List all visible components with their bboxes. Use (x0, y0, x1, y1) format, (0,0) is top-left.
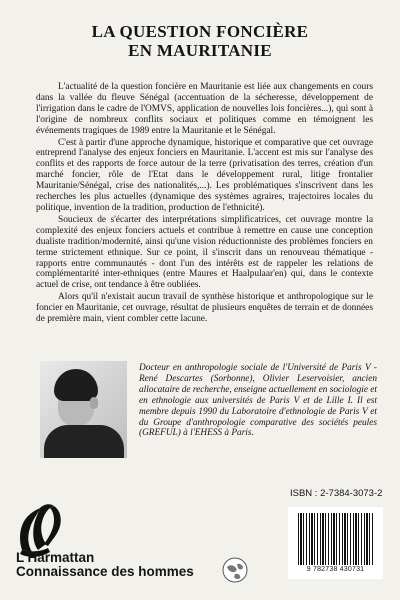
title-line-2: EN MAURITANIE (128, 41, 272, 60)
barcode-number: 9 782738 430731 (306, 566, 365, 573)
summary-paragraph: L'actualité de la question foncière en Mauritanie est liée aux changements en cours dans la vallée du fleuve Sénégal (accentuation de la sécheresse, développement de l'irrigation dans le cadre de l'OMVS, application de nouvelles lois foncières...), qui sont à l'origine de nombreux conflits sociaux et politiques comme en témoignent les événements tragiques de 1989 entre la Mauritanie et le Sénégal. (36, 82, 373, 136)
title-line-1: LA QUESTION FONCIÈRE (91, 22, 309, 41)
summary-paragraph: C'est à partir d'une approche dynamique, historique et comparative que cet ouvrage entreprend l'analyse des enjeux fonciers en Mauritanie. L'accent est mis sur l'analyse des conflits et des rapports de force autour de la terre (privatisation des terres, création d'un marché foncier, rôle de l'Etat dans le développement rural, litige frontalier Mauritanie/Sénégal, crise des nationalités,...). Les problématiques s'inscrivent dans les recherches les plus actuelles (dynamique des systèmes agraires, trajectoires locales du politique, invention de la tradition, production de l'ethnicité). (36, 137, 373, 213)
globe-emblem-icon (220, 555, 250, 585)
summary-text (36, 82, 373, 326)
publisher-name (16, 551, 194, 579)
publisher-line-1: L'Harmattan (16, 550, 95, 565)
barcode-bars (298, 513, 374, 565)
barcode (288, 507, 383, 579)
summary-paragraph: Soucieux de s'écarter des interprétations simplificatrices, cet ouvrage montre la complexité des enjeux fonciers actuels et contribue à remettre en cause une conception dualiste tradition/modernité, ainsi qu'une vision réductionniste des problèmes fonciers en terme strictement ethnique. Sur ce point, il s'inscrit dans un renouveau thématique - rapports entre communautés - dont l'un des intérêts est de rappeler les relations de complémentarité inter-ethniques (entre Maures et Haalpulaar'en) qui, dans le contexte actuel de crise, ont tendance à être oubliées. (36, 214, 373, 291)
author-photo (40, 361, 127, 458)
author-bio: Docteur en anthropologie sociale de l'Université de Paris V - René Descartes (Sorbonne), Olivier Leservoisier, ancien allocataire de recherche, enseigne actuellement en sociologie et en ethnologie aux universités de Paris V et de Lille I. Il est membre depuis 1990 du Laboratoire d'ethnologie de Paris V et du Groupe d'anthropologie comparative des sociétés peules (GREFUL) à l'EHESS à Paris. (139, 363, 378, 439)
book-title (0, 22, 400, 60)
summary-paragraph: Alors qu'il n'existait aucun travail de synthèse historique et anthropologique sur le foncier en Mauritanie, cet ouvrage, résultat de plusieurs enquêtes de terrain et de données de première main, vient combler cette lacune. (36, 292, 373, 325)
isbn-label: ISBN : 2-7384-3073-2 (290, 488, 383, 499)
publisher-line-2: Connaissance des hommes (16, 564, 194, 579)
